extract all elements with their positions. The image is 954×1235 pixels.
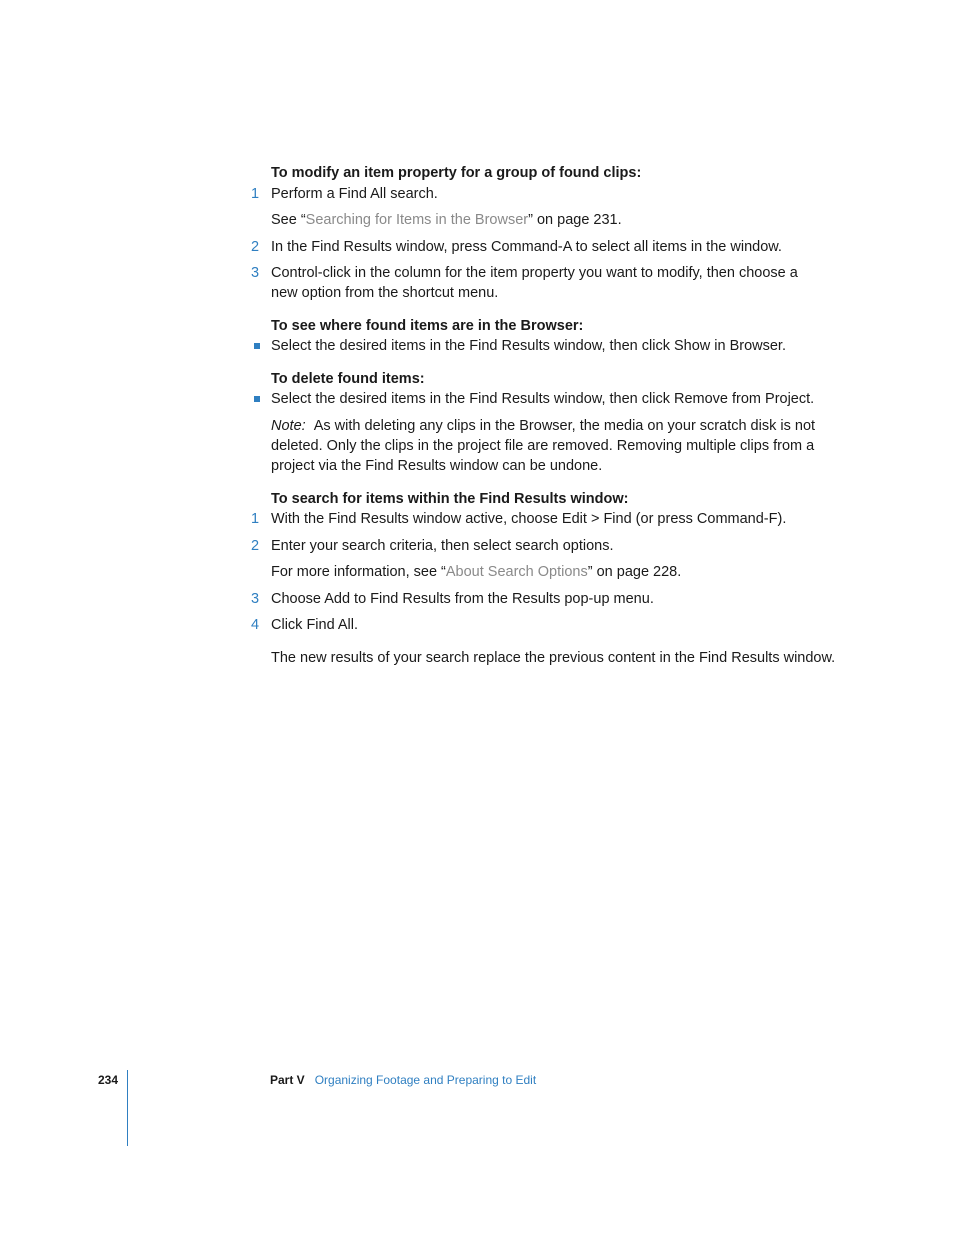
step-text: Control-click in the column for the item property you want to modify, then choose a [271,265,798,281]
step-text: Perform a Find All search. [271,186,438,202]
step-number: 1 [251,186,260,202]
step-number: 4 [251,617,260,633]
info-link[interactable]: About Search Options [445,564,588,580]
info-suffix: ” on page 228. [587,564,682,580]
step-text: In the Find Results window, press Command-A to select all items in the window. [271,239,782,255]
step-text: Choose Add to Find Results from the Results pop-up menu. [271,591,654,607]
step-text: With the Find Results window active, choose Edit > Find (or press Command-F). [271,511,787,527]
heading-see-where: To see where found items are in the Browser: [271,318,584,334]
info-reference [271,563,681,581]
see-link[interactable]: Searching for Items in the Browser [305,212,529,228]
note-line [271,417,815,435]
bullet-text: Select the desired items in the Find Results window, then click Remove from Project. [271,391,815,407]
step-number: 2 [251,239,260,255]
note-line: project via the Find Results window can be undone. [271,458,603,474]
see-reference [271,211,622,229]
step-number: 2 [251,538,260,554]
page-number: 234 [98,1073,119,1087]
bullet-marker [254,343,260,349]
heading-search: To search for items within the Find Results window: [271,491,629,507]
heading-delete: To delete found items: [271,371,425,387]
bullet-text: Select the desired items in the Find Results window, then click Show in Browser. [271,338,786,354]
info-prefix: For more information, see “ [271,564,446,580]
bullet-marker [254,396,260,402]
footer-part [270,1073,536,1087]
see-suffix: ” on page 231. [528,212,622,228]
footer-divider [127,1070,128,1146]
note-line: deleted. Only the clips in the project file are removed. Removing multiple clips from a [271,438,815,454]
step-number: 3 [251,591,260,607]
note-label: Note: [271,418,306,434]
step-text: Enter your search criteria, then select search options. [271,538,614,554]
closing-paragraph: The new results of your search replace the previous content in the Find Results window. [271,650,836,666]
see-prefix: See “ [271,212,306,228]
step-number: 1 [251,511,260,527]
step-text: new option from the shortcut menu. [271,285,499,301]
step-number: 3 [251,265,260,281]
note-text: As with deleting any clips in the Browser, the media on your scratch disk is not [313,418,816,434]
part-title-link[interactable]: Organizing Footage and Preparing to Edit [314,1073,537,1087]
part-label: Part V [270,1073,305,1087]
heading-modify: To modify an item property for a group of found clips: [271,165,642,181]
step-text: Click Find All. [271,617,359,633]
